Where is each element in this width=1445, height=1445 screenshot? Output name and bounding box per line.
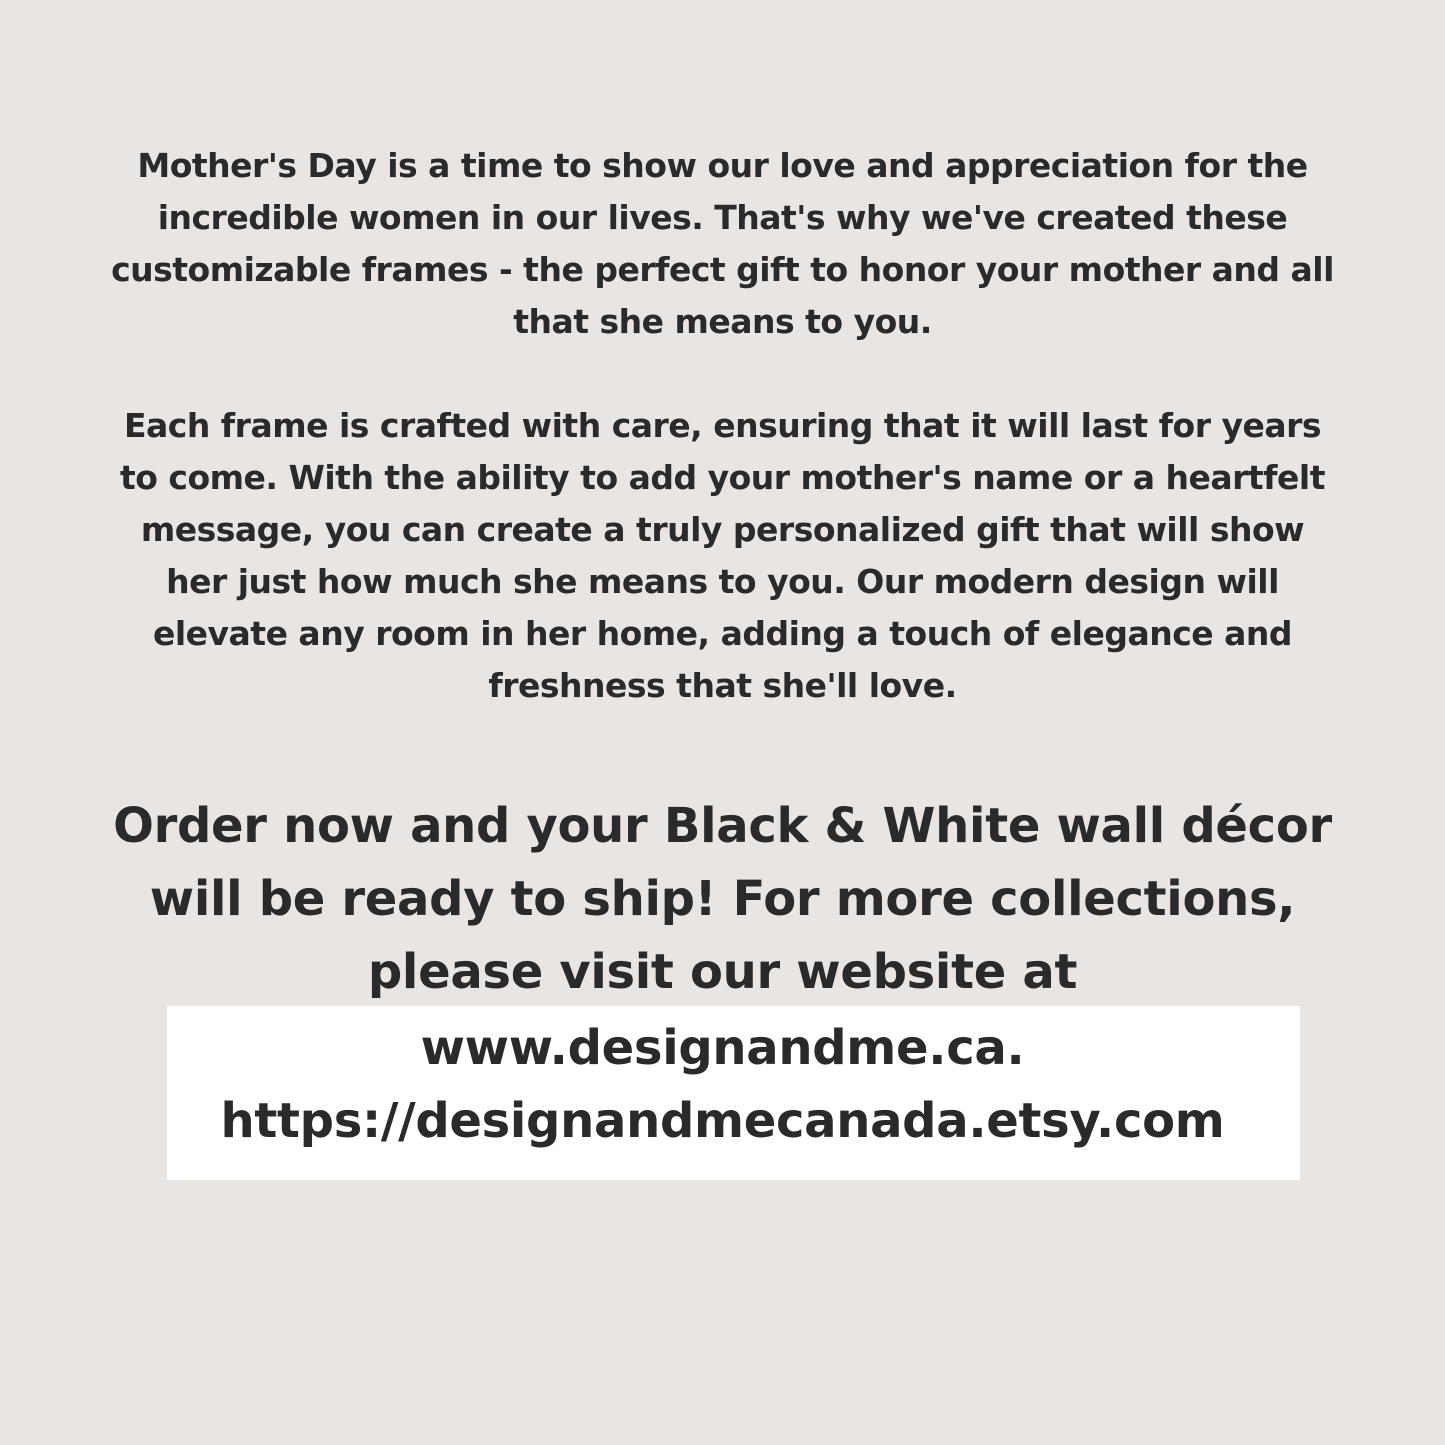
intro-paragraph-1: Mother's Day is a time to show our love and appreciation for the incredible women in our lives. That's why we've created these customizable frames - the perfect gift to honor your mother and all that she means to you. [111, 146, 1334, 341]
call-to-action [80, 790, 1365, 1009]
etsy-link[interactable]: https://designandmecanada.etsy.com [220, 1093, 1225, 1149]
call-to-action-text: Order now and your Black & White wall décor will be ready to ship! For more collections, please visit our website at [113, 798, 1332, 1000]
intro-text-block [110, 140, 1335, 712]
links-block [80, 1012, 1365, 1158]
website-link[interactable]: www.designandme.ca. [420, 1020, 1025, 1076]
intro-paragraph-2: Each frame is crafted with care, ensuring that it will last for years to come. With the ability to add your mother's name or a heartfelt message, you can create a truly personalized gift that will show her just how much she means to you. Our modern design will elevate any room in her home, adding a touch of elegance and freshness that she'll love. [120, 406, 1325, 705]
